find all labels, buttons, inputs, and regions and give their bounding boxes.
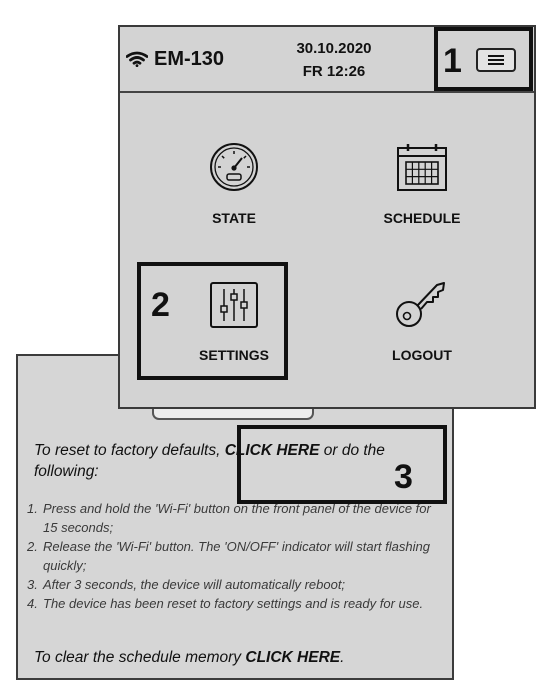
step-number: 4. <box>27 596 38 611</box>
step-number: 3. <box>27 577 38 592</box>
callout-number-2: 2 <box>151 286 170 324</box>
tile-schedule-label[interactable]: SCHEDULE <box>383 210 461 226</box>
calendar-icon[interactable] <box>396 142 448 192</box>
step-text: After 3 seconds, the device will automatically reboot; <box>43 577 346 592</box>
step-text: Release the 'Wi-Fi' button. The 'ON/OFF' indicator will start flashing quickly; <box>43 539 430 573</box>
reset-factory-link[interactable]: CLICK HERE <box>224 442 320 459</box>
tile-logout-label[interactable]: LOGOUT <box>392 347 452 363</box>
list-item <box>27 537 447 575</box>
step-text: The device has been reset to factory settings and is ready for use. <box>43 596 424 611</box>
step-number: 2. <box>27 539 38 554</box>
clear-schedule-link[interactable]: CLICK HERE <box>245 649 341 666</box>
day-time-display: FR 12:26 <box>302 63 366 80</box>
wifi-icon <box>126 51 148 67</box>
list-item <box>27 575 447 594</box>
reset-intro-suffix: or do the following: <box>34 442 385 480</box>
list-item <box>27 594 447 613</box>
reset-intro-prefix: To reset to factory defaults, <box>34 442 225 459</box>
clear-schedule-prefix: To clear the schedule memory <box>34 649 246 666</box>
tile-state-label[interactable]: STATE <box>212 210 256 226</box>
callout-number-3: 3 <box>394 458 413 496</box>
step-text: Press and hold the 'Wi-Fi' button on the front panel of the device for 15 seconds; <box>43 501 431 535</box>
device-name: EM-130 <box>154 48 225 70</box>
gauge-icon[interactable] <box>209 142 259 192</box>
clear-schedule-text <box>34 648 444 668</box>
clear-schedule-suffix: . <box>340 649 345 666</box>
step-number: 1. <box>27 501 38 516</box>
tile-settings-label[interactable]: SETTINGS <box>198 347 269 363</box>
list-item <box>27 499 447 537</box>
callout-number-1: 1 <box>443 42 462 80</box>
key-icon[interactable] <box>394 277 448 329</box>
callout-box-3 <box>237 425 447 504</box>
reset-steps-list <box>27 499 447 613</box>
date-display: 30.10.2020 <box>296 40 372 57</box>
